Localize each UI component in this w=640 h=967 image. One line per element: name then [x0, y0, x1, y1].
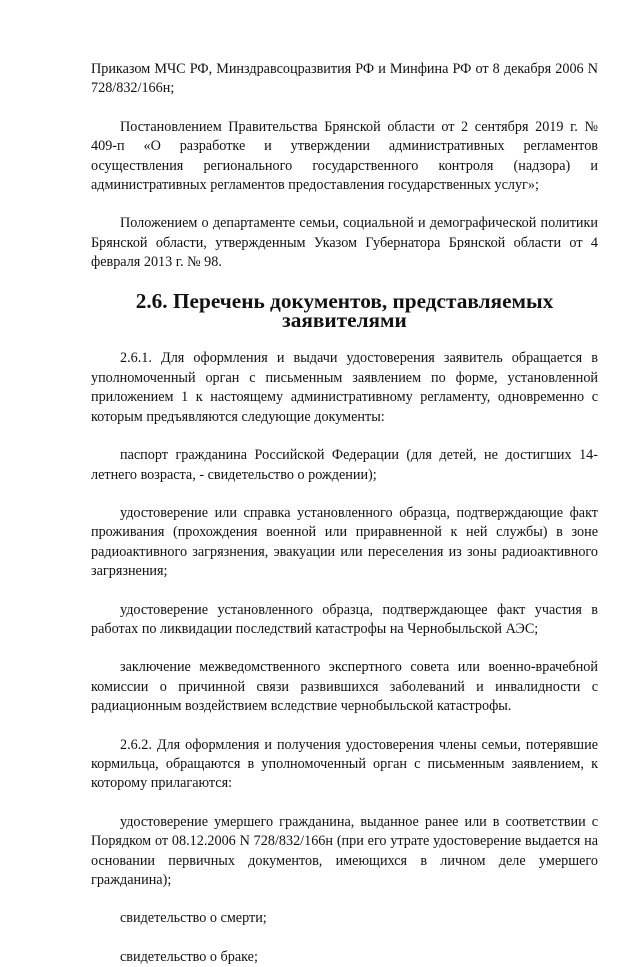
paragraph-2-6-2: 2.6.2. Для оформления и получения удостоверения члены семьи, потерявшие кормильца, обращаются в уполномоченный орган с письменным заявлением, к которому прилагаются: — [91, 736, 598, 792]
section-heading: 2.6. Перечень документов, представляемых заявителями — [135, 288, 554, 333]
paragraph-2-6-1: 2.6.1. Для оформления и выдачи удостоверения заявитель обращается в уполномоченный орган с письменным заявлением по форме, установленной приложением 1 к настоящему административному регламенту, одновременно с которым предъявляются следующие документы: — [91, 350, 598, 425]
paragraph-expert-conclusion: заключение межведомственного экспертного совета или военно-врачебной комиссии о причинной связи развившихся заболеваний и инвалидности с радиационным воздействием вследствие чернобыльской катастрофы. — [91, 659, 598, 715]
paragraph-order-reference: Приказом МЧС РФ, Минздравсоцразвития РФ и Минфина РФ от 8 декабря 2006 N 728/832/166н; — [91, 61, 598, 97]
paragraph-deceased-certificate: удостоверение умершего гражданина, выданное ранее или в соответствии с Порядком от 08.12.2006 N 728/832/166н (при его утрате удостоверение выдается на основании первичных документов, имеющихся в личном деле умершего гражданина); — [91, 813, 598, 888]
paragraph-death-certificate: свидетельство о смерти; — [120, 910, 267, 927]
paragraph-marriage-certificate: свидетельство о браке; — [120, 948, 258, 965]
paragraph-liquidation-certificate: удостоверение установленного образца, подтверждающее факт участия в работах по ликвидации последствий катастрофы на Чернобыльской АЭС; — [91, 601, 598, 637]
paragraph-department-regulation: Положением о департаменте семьи, социальной и демографической политики Брянской области, утвержденным Указом Губернатора Брянской области от 4 февраля 2013 г. № 98. — [91, 215, 598, 271]
paragraph-residence-certificate: удостоверение или справка установленного образца, подтверждающие факт проживания (прохождения военной или приравненной к ней службы) в зоне радиоактивного загрязнения, эвакуации или переселения из зоны радиоактивного загрязнения; — [91, 504, 598, 580]
paragraph-passport: паспорт гражданина Российской Федерации (для детей, не достигших 14-летнего возраста, - свидетельство о рождении); — [91, 447, 598, 483]
paragraph-resolution-reference: Постановлением Правительства Брянской области от 2 сентября 2019 г. № 409-п «О разработке и утверждении административных регламентов осуществления регионального государственного контроля (надзора) и административных регламентов предоставления государственных услуг»; — [91, 118, 598, 194]
